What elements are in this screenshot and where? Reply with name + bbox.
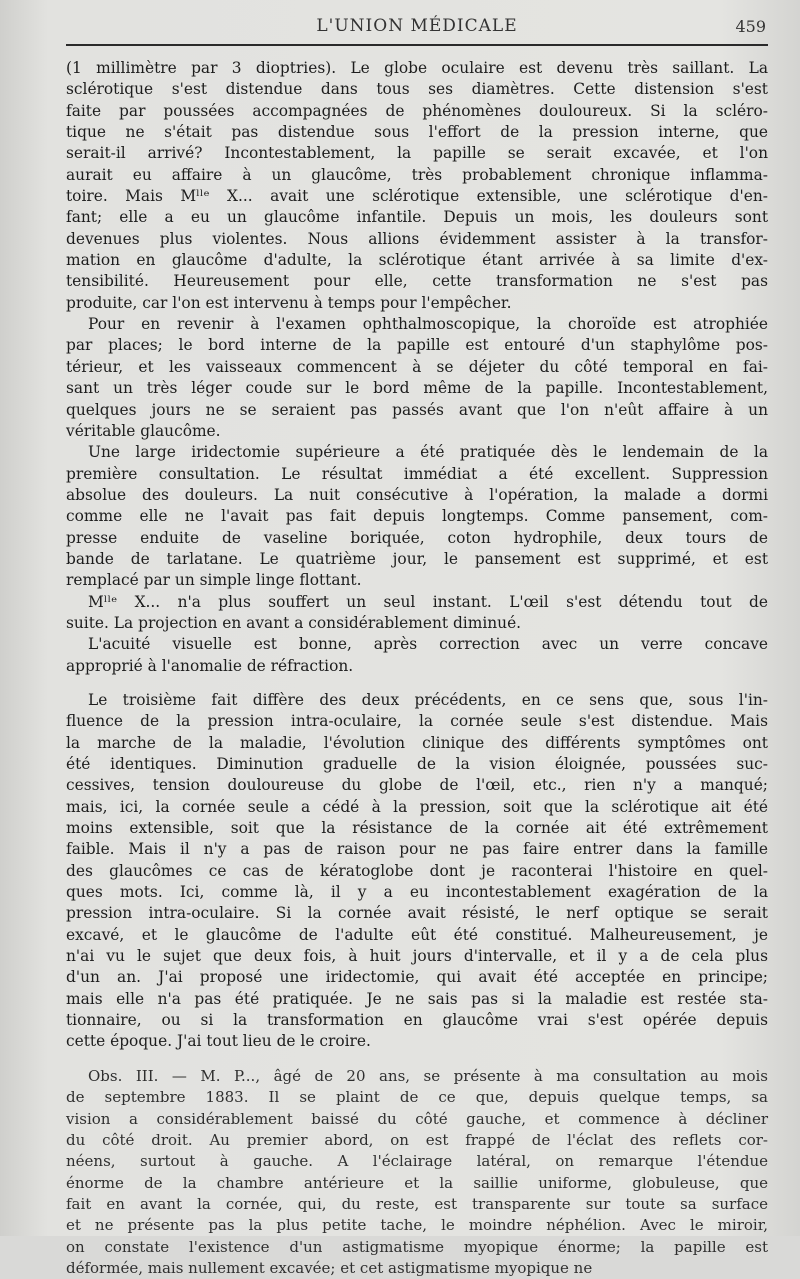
text-line: fluence de la pression intra-oculaire, la cornée seule s'est distendue. Mais xyxy=(66,712,768,731)
paragraph-5 xyxy=(66,634,768,677)
text-line: de septembre 1883. Il se plaint de ce que, depuis quelque temps, sa xyxy=(66,1088,768,1107)
paragraph-3 xyxy=(66,442,768,591)
paragraph-4 xyxy=(66,592,768,635)
text-line: faible. Mais il n'y a pas de raison pour ne pas faire entrer dans la famille xyxy=(66,840,768,859)
text-line: Mˡˡᵉ X... n'a plus souffert un seul instant. L'œil s'est détendu tout de xyxy=(88,592,768,611)
text-line: d'un an. J'ai proposé une iridectomie, qui avait été acceptée en principe; xyxy=(66,968,768,987)
text-line: (1 millimètre par 3 dioptries). Le globe oculaire est devenu très saillant. La xyxy=(66,59,768,77)
text-line: Le troisième fait diffère des deux précédents, en ce sens que, sous l'in- xyxy=(88,690,768,709)
text-line: faite par poussées accompagnées de phénomènes douloureux. Si la scléro- xyxy=(66,101,768,120)
text-line: quelques jours ne se seraient pas passés avant que l'on n'eût affaire à un xyxy=(66,400,768,419)
text-line: serait-il arrivé? Incontestablement, la papille se serait excavée, et l'on xyxy=(66,144,768,163)
text-line: Une large iridectomie supérieure a été pratiquée dès le lendemain de la xyxy=(88,443,768,462)
text-line: suite. La projection en avant a considérablement diminué. xyxy=(66,613,522,632)
text-line: L'acuité visuelle est bonne, après correction avec un verre concave xyxy=(88,635,768,654)
text-line: ques mots. Ici, comme là, il y a eu incontestablement exagération de la xyxy=(66,883,768,902)
text-line: et ne présente pas la plus petite tache, le moindre néphélion. Avec le miroir, xyxy=(66,1216,768,1235)
text-line: pression intra-oculaire. Si la cornée avait résisté, le nerf optique se serait xyxy=(66,904,768,923)
text-line: tensibilité. Heureusement pour elle, cette transformation ne s'est pas xyxy=(66,272,768,291)
text-line: vision a considérablement baissé du côté gauche, et commence à décliner xyxy=(66,1109,768,1128)
text-line: première consultation. Le résultat immédiat a été excellent. Suppression xyxy=(66,464,768,483)
text-line: toire. Mais Mˡˡᵉ X... avait une sclérotique extensible, une sclérotique d'en- xyxy=(66,187,768,206)
text-line: devenues plus violentes. Nous allions évidemment assister à la transfor- xyxy=(66,229,768,248)
text-line: cette époque. J'ai tout lieu de le croire. xyxy=(66,1032,371,1051)
text-line: approprié à l'anomalie de réfraction. xyxy=(66,656,354,675)
text-line: énorme de la chambre antérieure et la saillie uniforme, globuleuse, que xyxy=(66,1173,768,1192)
text-line: bande de tarlatane. Le quatrième jour, le pansement est supprimé, et est xyxy=(66,549,768,568)
text-line: mation en glaucôme d'adulte, la sclérotique étant arrivée à sa limite d'ex- xyxy=(66,251,768,270)
text-line: excavé, et le glaucôme de l'adulte eût été constitué. Malheureusement, je xyxy=(66,925,768,944)
text-line: tionnaire, ou si la transformation en glaucôme vrai s'est opérée depuis xyxy=(66,1011,768,1030)
text-line: produite, car l'on est intervenu à temps pour l'empêcher. xyxy=(66,293,512,312)
text-line: été identiques. Diminution graduelle de la vision éloignée, poussées suc- xyxy=(66,755,768,773)
text-line: par places; le bord interne de la papille est entouré d'un staphylôme pos- xyxy=(66,336,768,355)
text-line: térieur, et les vaisseaux commencent à se déjeter du côté temporal en fai- xyxy=(66,357,768,376)
text-line: absolue des douleurs. La nuit consécutive à l'opération, la malade a dormi xyxy=(66,485,768,504)
text-line: Pour en revenir à l'examen ophthalmoscopique, la choroïde est atrophiée xyxy=(88,315,768,334)
text-line: déformée, mais nullement excavée; et cet astigmatisme myopique ne xyxy=(66,1258,593,1277)
text-line: Obs. III. — M. P..., âgé de 20 ans, se présente à ma consultation au mois xyxy=(88,1066,768,1085)
text-line: tique ne s'était pas distendue sous l'effort de la pression interne, que xyxy=(66,123,768,142)
text-line: cessives, tension douloureuse du globe de l'œil, etc., rien n'y a manqué; xyxy=(66,776,768,795)
observation-3 xyxy=(66,1066,768,1279)
text-line: moins extensible, soit que la résistance de la cornée ait été extrêmement xyxy=(66,819,768,838)
text-line: mais, ici, la cornée seule a cédé à la pression, soit que la sclérotique ait été xyxy=(66,797,768,816)
text-line: la marche de la maladie, l'évolution clinique des différents symptômes ont xyxy=(66,733,768,752)
text-line: sant un très léger coude sur le bord même de la papille. Incontestablement, xyxy=(66,379,768,398)
text-line: comme elle ne l'avait pas fait depuis longtemps. Comme pansement, com- xyxy=(66,507,768,526)
text-line: remplacé par un simple linge flottant. xyxy=(66,571,362,590)
text-line: des glaucômes ce cas de kératoglobe dont je raconterai l'histoire en quel- xyxy=(66,861,768,880)
text-line: du côté droit. Au premier abord, on est frappé de l'éclat des reflets cor- xyxy=(66,1130,768,1149)
paragraph-1 xyxy=(66,58,768,314)
paragraph-2 xyxy=(66,314,768,442)
body-text xyxy=(66,58,768,1279)
text-line: véritable glaucôme. xyxy=(66,421,221,440)
section-gap xyxy=(66,677,768,690)
paragraph-6 xyxy=(66,690,768,1053)
text-line: aurait eu affaire à un glaucôme, très probablement chronique inflamma- xyxy=(66,165,768,184)
text-line: fant; elle a eu un glaucôme infantile. Depuis un mois, les douleurs sont xyxy=(66,208,768,227)
section-gap xyxy=(66,1053,768,1066)
text-line: mais elle n'a pas été pratiquée. Je ne sais pas si la maladie est restée sta- xyxy=(66,989,768,1008)
text-line: sclérotique s'est distendue dans tous ses diamètres. Cette distension s'est xyxy=(66,80,768,99)
text-line: fait en avant la cornée, qui, du reste, est transparente sur toute sa surface xyxy=(66,1194,768,1213)
page-number: 459 xyxy=(735,17,766,36)
text-line: n'ai vu le sujet que deux fois, à huit jours d'intervalle, et il y a de cela plus xyxy=(66,947,768,966)
running-title: L'UNION MÉDICALE xyxy=(316,16,518,36)
text-line: presse enduite de vaseline boriquée, coton hydrophile, deux tours de xyxy=(66,528,768,547)
text-line: néens, surtout à gauche. A l'éclairage latéral, on remarque l'étendue xyxy=(66,1152,768,1171)
page-header xyxy=(66,14,768,46)
text-line: on constate l'existence d'un astigmatisme myopique énorme; la papille est xyxy=(66,1237,768,1256)
